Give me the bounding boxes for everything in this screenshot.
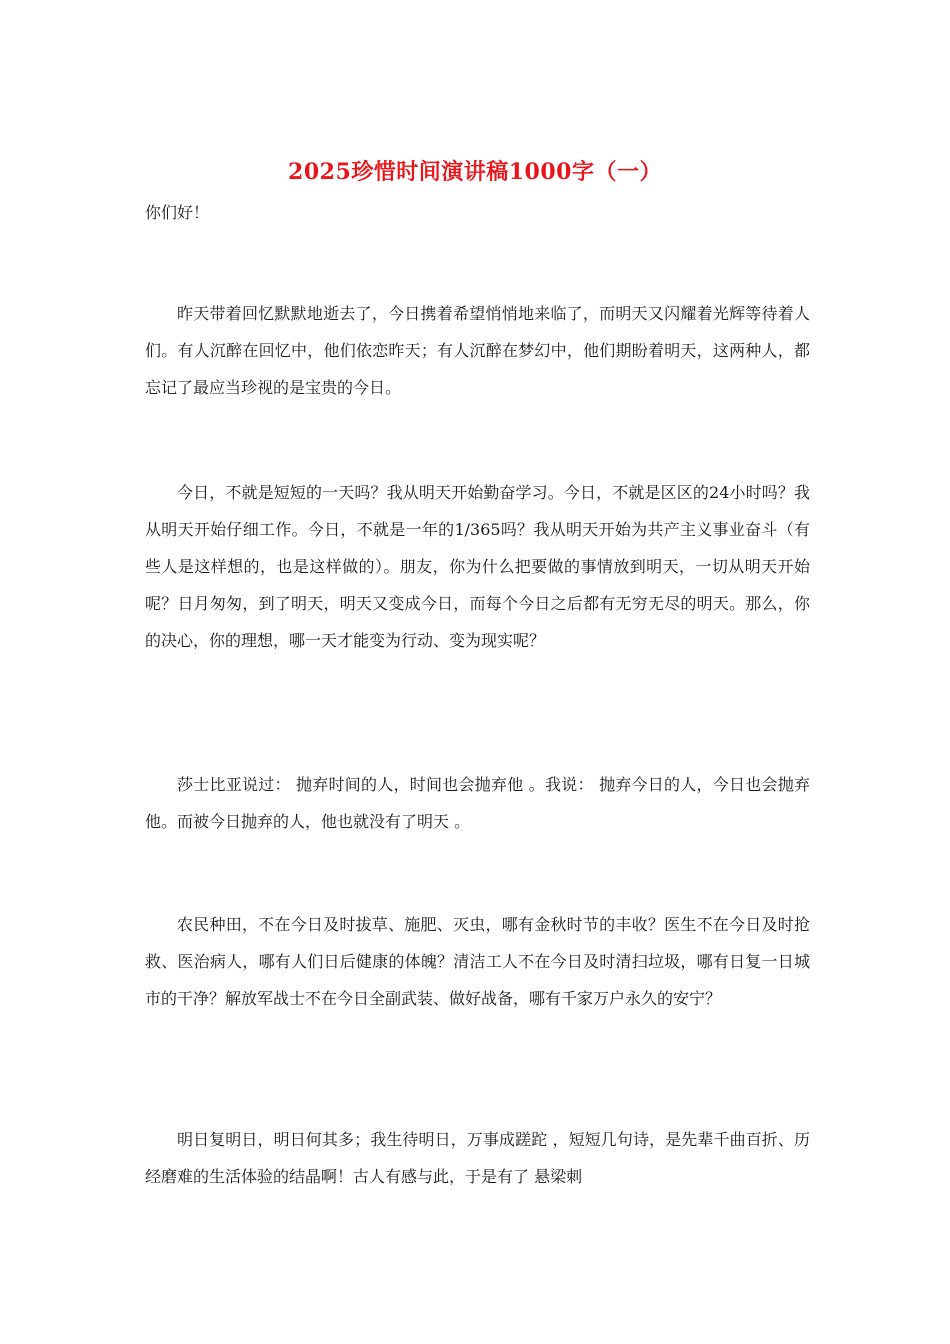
paragraph-3: 莎士比亚说过： 抛弃时间的人，时间也会抛弃他 。我说： 抛弃今日的人，今日也会抛弃他。而被今日抛弃的人，他也就没有了明天 。 xyxy=(145,775,810,831)
greeting-line: 你们好！ xyxy=(145,203,210,222)
paragraph-2: 今日，不就是短短的一天吗？我从明天开始勤奋学习。今日，不就是区区的24小时吗？我从明天开始仔细工作。今日，不就是一年的1/365吗？我从明天开始为共产主义事业奋斗（有些人是这样想的，也是这样做的）。朋友，你为什么把要做的事情放到明天，一切从明天开始呢？日月匆匆，到了明天，明天又变成今日，而每个今日之后都有无穷无尽的明天。那么，你的决心，你的理想，哪一天才能变为行动、变为现实呢？ xyxy=(145,483,810,650)
paragraph-1: 昨天带着回忆默默地逝去了，今日携着希望悄悄地来临了，而明天又闪耀着光辉等待着人们。有人沉醉在回忆中，他们依恋昨天；有人沉醉在梦幻中，他们期盼着明天，这两种人，都忘记了最应当珍视的是宝贵的今日。 xyxy=(145,304,810,397)
document-title: 2025珍惜时间演讲稿1000字（一） xyxy=(288,159,662,185)
paragraph-5: 明日复明日，明日何其多；我生待明日，万事成蹉跎 ，短短几句诗，是先辈千曲百折、历经磨难的生活体验的结晶啊！古人有感与此，于是有了 悬梁刺 xyxy=(145,1130,810,1186)
paragraph-4: 农民种田，不在今日及时拔草、施肥、灭虫，哪有金秋时节的丰收？医生不在今日及时抢救、医治病人，哪有人们日后健康的体魄？清洁工人不在今日及时清扫垃圾，哪有日复一日城市的干净？解放军战士不在今日全副武装、做好战备，哪有千家万户永久的安宁？ xyxy=(145,915,810,1008)
